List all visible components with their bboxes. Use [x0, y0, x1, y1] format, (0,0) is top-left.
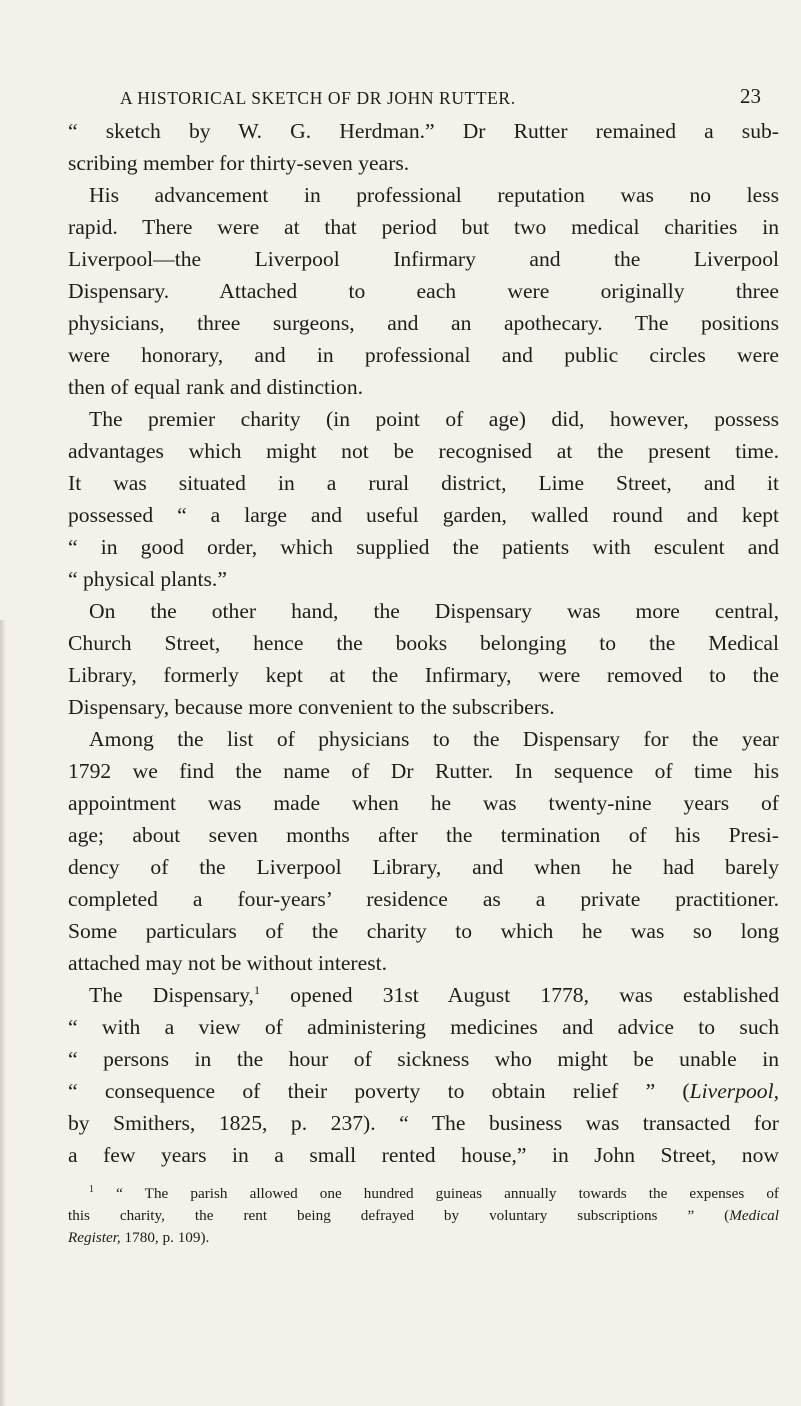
text-line: 1792 we find the name of Dr Rutter. In sequence of time his [68, 759, 779, 783]
footnote-text: “ The parish allowed one hundred guineas annually towards the expenses of [94, 1185, 779, 1202]
text-line: physicians, three surgeons, and an apothecary. The positions [68, 311, 779, 335]
text-line: “ sketch by W. G. Herdman.” Dr Rutter remained a sub- [68, 119, 779, 143]
text-line: advantages which might not be recognised at the present time. [68, 439, 779, 463]
text-line: Some particulars of the charity to which he was so long [68, 919, 779, 943]
text-line: “ physical plants.” [68, 567, 227, 591]
text-line: Liverpool—the Liverpool Infirmary and the Liverpool [68, 247, 779, 271]
text-line: Dispensary. Attached to each were originally three [68, 279, 779, 303]
text-line: His advancement in professional reputation was no less [89, 183, 779, 207]
text-line: by Smithers, 1825, p. 237). “ The business was transacted for [68, 1111, 779, 1135]
footnote-italic: Register, [68, 1229, 121, 1246]
text-line: were honorary, and in professional and public circles were [68, 343, 779, 367]
text-line: On the other hand, the Dispensary was more central, [89, 599, 779, 623]
text-line: a few years in a small rented house,” in John Street, now [68, 1143, 779, 1167]
footnote-reference: 1 [253, 983, 260, 997]
text-line: Library, formerly kept at the Infirmary, were removed to the [68, 663, 779, 687]
text-fragment: opened 31st August 1778, was established [259, 983, 779, 1007]
text-line: attached may not be without interest. [68, 951, 388, 975]
page-gutter-shadow [0, 620, 6, 1406]
text-line: Dispensary, because more convenient to the subscribers. [68, 695, 555, 719]
text-line: Church Street, hence the books belonging to the Medical [68, 631, 779, 655]
text-fragment: The Dispensary, [89, 983, 254, 1007]
text-line: scribing member for thirty-seven years. [68, 151, 410, 175]
text-line [68, 1076, 779, 1106]
running-title: A HISTORICAL SKETCH OF DR JOHN RUTTER. [120, 88, 516, 108]
footnote-line [68, 1227, 209, 1249]
text-line: “ in good order, which supplied the patients with esculent and [68, 535, 779, 559]
text-line: age; about seven months after the termination of his Presi- [68, 823, 779, 847]
text-line: “ persons in the hour of sickness who might be unable in [68, 1047, 779, 1071]
italic-citation: Liverpool, [689, 1079, 779, 1103]
text-line: then of equal rank and distinction. [68, 375, 364, 399]
footnote-line [89, 1183, 779, 1205]
text-line: rapid. There were at that period but two medical charities in [68, 215, 779, 239]
text-line: appointment was made when he was twenty-nine years of [68, 791, 779, 815]
text-line: Among the list of physicians to the Dispensary for the year [89, 727, 779, 751]
text-line: “ with a view of administering medicines and advice to such [68, 1015, 779, 1039]
text-line: The premier charity (in point of age) did, however, possess [89, 407, 779, 431]
footnote-text: 1780, p. 109). [120, 1229, 210, 1246]
text-line [89, 980, 779, 1010]
footnote-line [68, 1205, 779, 1227]
text-line: possessed “ a large and useful garden, walled round and kept [68, 503, 779, 527]
text-line: dency of the Liverpool Library, and when he had barely [68, 855, 779, 879]
text-line: completed a four-years’ residence as a private practitioner. [68, 887, 779, 911]
footnote-text: this charity, the rent being defrayed by voluntary subscriptions ” ( [68, 1207, 730, 1224]
text-line: It was situated in a rural district, Lime Street, and it [68, 471, 779, 495]
page-number: 23 [740, 84, 761, 108]
footnote-italic: Medical [729, 1207, 779, 1224]
text-fragment: “ consequence of their poverty to obtain relief ” ( [68, 1079, 690, 1103]
footnote-marker: 1 [89, 1184, 94, 1195]
